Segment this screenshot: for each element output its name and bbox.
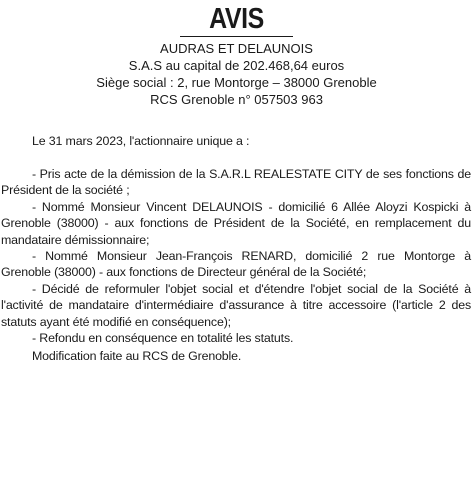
closing-block: [1, 348, 471, 364]
decision-item: - Pris acte de la démission de la S.A.R.L REALESTATE CITY de ses fonctions de Président de la société ;: [1, 167, 471, 198]
decisions-list: [1, 166, 471, 346]
intro-block: [1, 133, 471, 149]
company-seat: Siège social : 2, rue Montorge – 38000 Grenoble: [96, 75, 377, 90]
company-rcs: RCS Grenoble n° 057503 963: [150, 92, 323, 107]
title-underline: [180, 36, 293, 37]
company-block: [0, 40, 473, 108]
company-name: AUDRAS ET DELAUNOIS: [160, 41, 313, 56]
decision-item: - Refondu en conséquence en totalité les statuts.: [32, 331, 294, 346]
intro-paragraph: Le 31 mars 2023, l'actionnaire unique a :: [32, 134, 250, 148]
decision-item: - Nommé Monsieur Vincent DELAUNOIS - domicilié 6 Allée Aloyzi Kospicki à Grenoble (38000) - aux fonctions de Président de la Société, en remplacement du mandataire démissionnaire;: [1, 199, 471, 247]
notice-title: AVIS: [209, 3, 264, 35]
company-capital: S.A.S au capital de 202.468,64 euros: [128, 58, 345, 73]
decision-item: - Nommé Monsieur Jean-François RENARD, domicilié 2 rue Montorge à Grenoble (38000) - aux fonctions de Directeur général de la Société;: [1, 249, 471, 280]
closing-paragraph: Modification faite au RCS de Grenoble.: [32, 349, 242, 363]
decision-item: - Décidé de reformuler l'objet social et d'étendre l'objet social de la Société à l'activité de mandataire d'intermédiaire d'assurance à titre accessoire (l'article 2 des statuts ayant été modifié en conséquence);: [1, 281, 471, 329]
